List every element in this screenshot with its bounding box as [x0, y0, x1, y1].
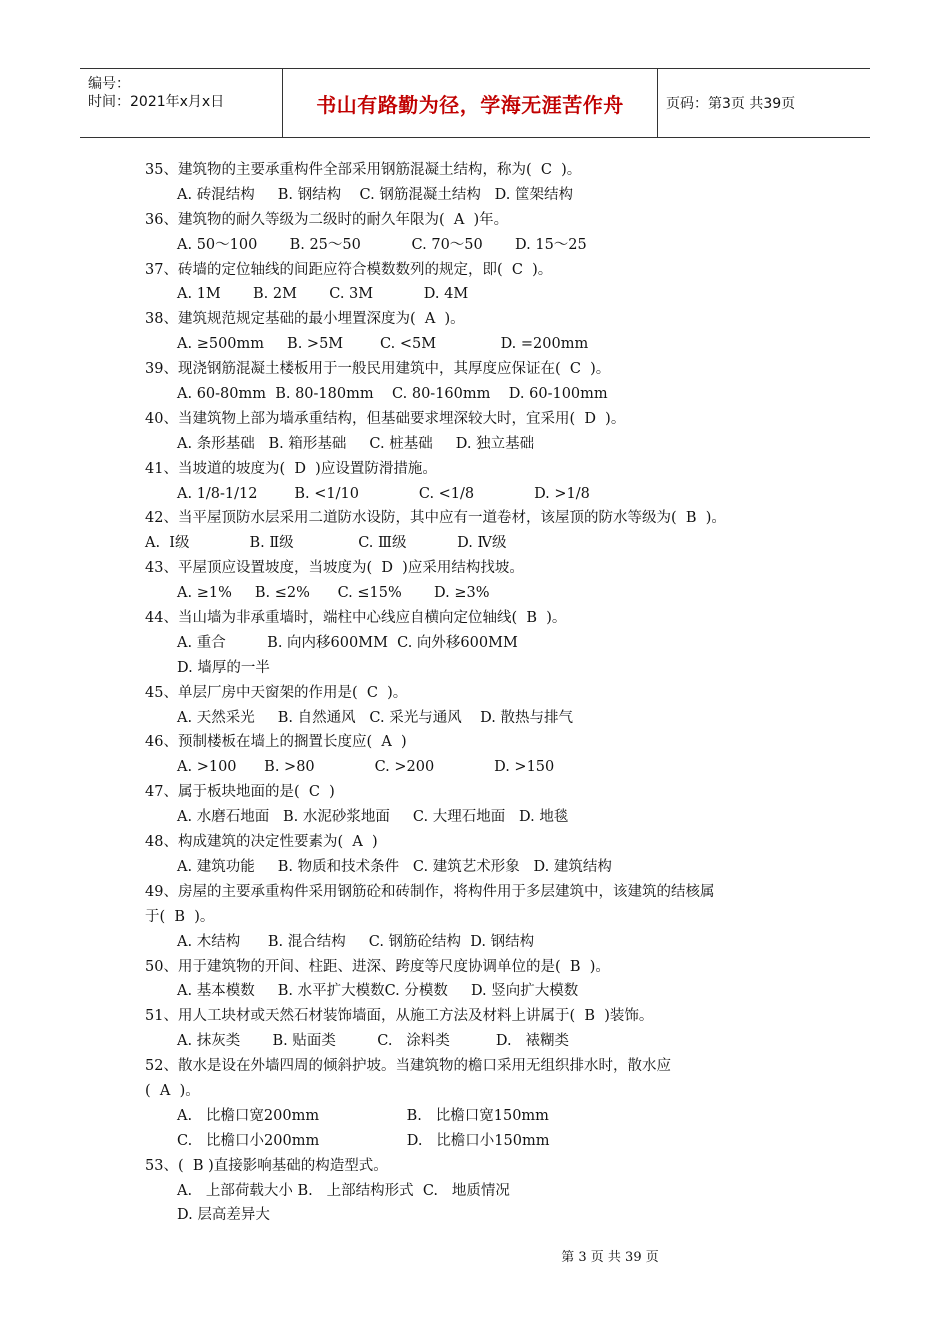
option-line: A. 重合 B. 向内移600MM C. 向外移600MM	[177, 634, 518, 651]
question-line: 39、现浇钢筋混凝土楼板用于一般民用建筑中，其厚度应保证在( C )。	[145, 361, 611, 378]
page-label: 页码：第3页 共39页	[666, 96, 796, 112]
question-line: 37、砖墙的定位轴线的间距应符合模数数列的规定，即( C )。	[145, 261, 553, 278]
question-line: 35、建筑物的主要承重构件全部采用钢筋混凝土结构，称为( C )。	[145, 162, 582, 178]
question-line: ( A )。	[145, 1082, 200, 1099]
question-line: 43、平屋顶应设置坡度，当坡度为( D )应采用结构找坡。	[145, 560, 524, 577]
option-line: A. 抹灰类 B. 贴面类 C. 涂料类 D. 裱糊类	[177, 1033, 569, 1050]
option-line: A. 1/8-1/12 B. <1/10 C. <1/8 D. >1/8	[177, 485, 590, 502]
question-line: 52、散水是设在外墙四周的倾斜护坡。当建筑物的檐口采用无组织排水时，散水应	[145, 1058, 671, 1075]
option-line: A. 上部荷载大小 B. 上部结构形式 C. 地质情况	[177, 1182, 510, 1199]
question-line: 46、预制楼板在墙上的搁置长度应( A )	[145, 734, 407, 751]
question-line: 40、当建筑物上部为墙承重结构，但基础要求埋深较大时，宜采用( D )。	[145, 410, 626, 427]
option-line: A. 砖混结构 B. 钢结构 C. 钢筋混凝土结构 D. 筐架结构	[177, 186, 573, 203]
option-line: A. 比檐口宽200mm B. 比檐口宽150mm	[177, 1107, 549, 1124]
option-line: A. 天然采光 B. 自然通风 C. 采光与通风 D. 散热与排气	[177, 709, 573, 726]
footer-page-number: 第 3 页 共 39 页	[561, 1250, 659, 1265]
option-line: A. 1M B. 2M C. 3M D. 4M	[177, 286, 469, 303]
option-line: A. 水磨石地面 B. 水泥砂浆地面 C. 大理石地面 D. 地毯	[177, 809, 569, 826]
question-line: 53、( B )直接影响基础的构造型式。	[145, 1157, 388, 1174]
option-line: A. 建筑功能 B. 物质和技术条件 C. 建筑艺术形象 D. 建筑结构	[177, 858, 612, 875]
question-line: 45、单层厂房中天窗架的作用是( C )。	[145, 684, 408, 701]
question-line: 48、构成建筑的决定性要素为( A )	[145, 834, 378, 851]
question-line: 51、用人工块材或天然石材装饰墙面，从施工方法及材料上讲属于( B )装饰。	[145, 1008, 654, 1025]
question-line: 50、用于建筑物的开间、柱距、进深、跨度等尺度协调单位的是( B )。	[145, 958, 610, 975]
question-line: 47、属于板块地面的是( C )	[145, 784, 335, 801]
option-line: A. 条形基础 B. 箱形基础 C. 桩基础 D. 独立基础	[177, 435, 535, 452]
option-line: C. 比檐口小200mm D. 比檐口小150mm	[177, 1132, 550, 1149]
question-line: 于( B )。	[145, 908, 215, 925]
question-line: 44、当山墙为非承重墙时，端柱中心线应自横向定位轴线( B )。	[145, 610, 567, 627]
question-list	[145, 158, 810, 1228]
option-line: A. ≥500mm B. >5M C. <5M D. =200mm	[177, 336, 589, 353]
option-line: A. 60-80mm B. 80-180mm C. 80-160mm D. 60-100mm	[177, 386, 608, 403]
option-line: A. 基本模数 B. 水平扩大模数C. 分模数 D. 竖向扩大模数	[177, 983, 579, 1000]
motto: 书山有路勤为径，学海无涯苦作舟	[316, 92, 624, 117]
question-line: 38、建筑规范规定基础的最小埋置深度为( A )。	[145, 311, 465, 328]
question-line: 41、当坡道的坡度为( D )应设置防滑措施。	[145, 460, 437, 477]
question-line: 36、建筑物的耐久等级为二级时的耐久年限为( A )年。	[145, 211, 509, 228]
number-label: 编号：	[88, 76, 130, 92]
question-line: 49、房屋的主要承重构件采用钢筋砼和砖制作，将构件用于多层建筑中，该建筑的结核属	[145, 883, 715, 900]
option-line: A. 50～100 B. 25～50 C. 70～50 D. 15～25	[177, 236, 587, 253]
option-line: A. 木结构 B. 混合结构 C. 钢筋砼结构 D. 钢结构	[177, 933, 535, 950]
question-line: 42、当平屋顶防水层采用二道防水设防，其中应有一道卷材，该屋顶的防水等级为( B )。	[145, 510, 726, 527]
option-line: A. Ⅰ级 B. Ⅱ级 C. Ⅲ级 D. Ⅳ级	[145, 535, 507, 552]
time-label: 时间：2021年x月x日	[88, 94, 225, 110]
option-line: A. >100 B. >80 C. >200 D. >150	[177, 759, 555, 776]
option-line: D. 墙厚的一半	[177, 659, 270, 676]
header-meta	[80, 69, 283, 137]
page-footer	[0, 1246, 950, 1265]
page-header	[80, 68, 870, 138]
option-line: A. ≥1% B. ≤2% C. ≤15% D. ≥3%	[177, 585, 490, 602]
option-line: D. 层高差异大	[177, 1207, 270, 1224]
header-motto-cell	[283, 69, 658, 137]
header-page-cell	[658, 69, 870, 137]
